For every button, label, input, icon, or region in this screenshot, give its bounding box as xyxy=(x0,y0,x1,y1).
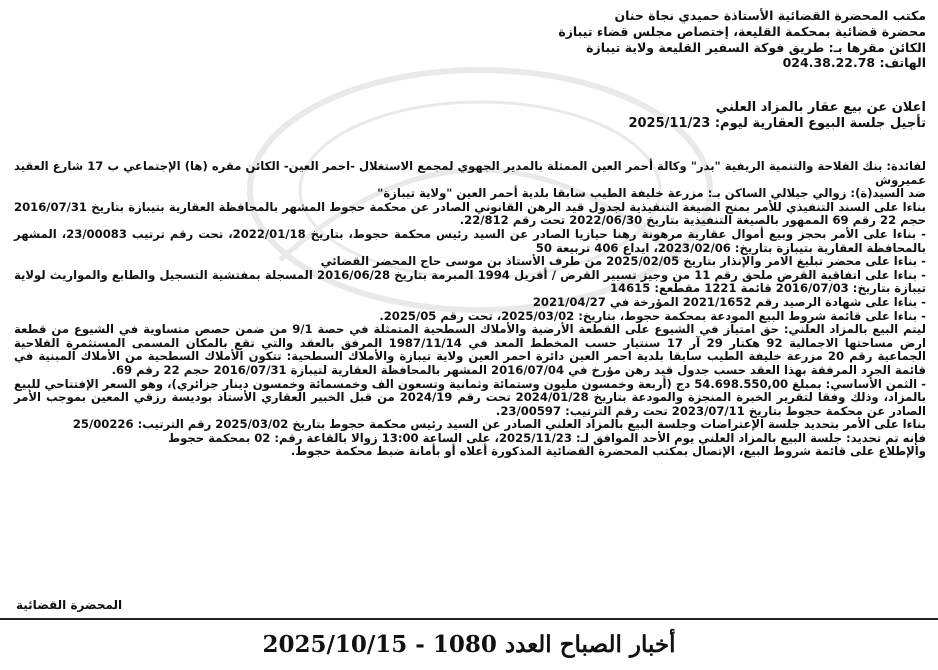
contact-paragraph: والإطلاع على قائمة شروط البيع، الإتصال بمكتب المحضرة القضائية المذكورة أعلاه أو بأمانة ضبط محكمة حجوط. xyxy=(290,444,926,459)
defendant-paragraph: ضد السيد(ة): زوالي جيلالي الساكن بـ: مزرعة خليفة الطيب سابقا بلدية أحمر العين "ولاية تيبازة" xyxy=(377,186,926,201)
hearing-order-paragraph: بناءا على الأمر بتحديد جلسة الإعتراضات وجلسة البيع بالمزاد العلني الصادر عن السيد رئيس محكمة حجوط بتاريخ 2025/03/02 رقم الترتيب: 25/00226 xyxy=(72,417,926,432)
office-name: مكتب المحضرة القضائية الأستاذة حميدي نجاة حنان xyxy=(614,8,926,23)
office-address: الكائن مقرها بـ: طريق فوكة السفير القليعة ولاية تيبازة xyxy=(586,39,926,55)
notice-title: اعلان عن بيع عقار بالمزاد العلني xyxy=(715,100,926,115)
office-header xyxy=(366,8,926,71)
enforcement-title-paragraph: بناءا على السند التنفيذي للأمر بمنح الصيغة التنفيذية لجدول قيد الرهن القانوني الصادر عن محكمة حجوط المشهر بالمحافظة العقارية بتيبازة بتاريخ 2016/07/31 حجم 22 رقم 69 الممهور بالصيغة التنفيذية بتاريخ 2022/06/30 تحت رقم 22/812. xyxy=(14,199,926,228)
base-price-paragraph: - الثمن الأساسي: بمبلغ 54.698.550,00 دج (أربعة وخمسون مليون وستمائة وثمانية وتسعون الف وخمسمائة وخمسون دينار جزائري)، وهو السعر الإفتتاحي للبيع بالمزاد، وذلك وفقا لتقرير الخبرة المنجزة والمودعة بتاريخ 2024/01/28 تحت رقم 2024/19 من قبل الخبير العقاري الأستاذ بوديسة رزقي المعين بموجب الأمر الصادر عن محكمة حجوط بتاريخ 2023/07/11 تحت رقم الترتيب: 23/00597. xyxy=(14,376,926,418)
auction-date-paragraph: فإنه تم تحديد: جلسة البيع بالمزاد العلني يوم الأحد الموافق لـ: 2025/11/23، على الساعة 13:00 زوالا بالقاعة رقم: 02 بمحكمة حجوط xyxy=(168,430,926,445)
footer-divider xyxy=(0,618,938,620)
notice-subtitle: تأجيل جلسة البيوع العقارية ليوم: 2025/11/23 xyxy=(628,116,926,131)
newspaper-footer: أخبار الصباح العدد 1080 - 2025/10/15 xyxy=(262,631,676,658)
sale-conditions-paragraph: - بناءا على قائمة شروط البيع المودعة بمحكمة حجوط، بتاريخ: 2025/03/02، تحت رقم 2025/05. xyxy=(379,308,926,323)
loan-agreement-paragraph: - بناءا على اتفاقية القرض ملحق رقم 11 من وجيز تسيير القرض / أفريل 1994 المبرمة بتاريخ 2016/06/28 المسجلة بمفتشية التسجيل والطابع والمواريث لولاية تيبازة بتاريخ: 2016/07/03 قائمة 1221 مقطعع: 14615 xyxy=(14,267,926,296)
beneficiary-paragraph: لفائدة: بنك الفلاحة والتنمية الريفية "بدر" وكالة أحمر العين الممثلة بالمدير الجهوي لمجمع الاستغلال -احمر العين- الكائن مقره (ها) الإجتماعي ب 17 شارع العقيد عميروش xyxy=(14,159,926,187)
notice-title-block xyxy=(366,100,926,132)
bailiff-signature: المحضرة القضائية xyxy=(16,598,123,612)
seizure-order-paragraph: - بناءا على الأمر بحجز وبيع أموال عقارية مرهونة رهنا حيازيا الصادر عن السيد رئيس محكمة حجوط، بتاريخ 2022/01/18، تحت رقم ترتيب 23/00083، المشهر بالمحافظة العقارية بتيبازة بتاريخ: 2023/02/06، ايداع 406 تربيعة 50 xyxy=(14,226,926,255)
office-jurisdiction: محضرة قضائية بمحكمة القليعة، إختصاص مجلس قضاء تيبازة xyxy=(558,23,926,39)
balance-certificate-paragraph: - بناءا على شهادة الرصيد رقم 2021/1652 المؤرخة في 2021/04/27 xyxy=(532,294,926,309)
notification-paragraph: - بناءا على محضر تبليغ الامر والإنذار بتاريخ 2025/02/05 من طرف الأستاذ بن موسى حاج المحضر القضائي xyxy=(320,254,926,269)
property-description-paragraph: ليتم البيع بالمزاد العلني: حق امتياز في الشيوع على القطعة الأرضية والأملاك السطحية المتمثلة في حصة 9/1 من ضمن حصص متساوية في الشيوع من قطعة ارض مساحتها الاجمالية 92 هكتار 29 آر 17 سنتيار حسب المخطط المعد في 1987/11/14 المرفق بالعقد والتي تقع بالمكان المسمى المستثمرة الفلاحية الجماعية رقم 20 مزرعة خليفة الطيب سابقا بلدية احمر العين دائرة احمر العين ولاية تيبازة والأملاك السطحية: تتكون الأملاك السطحية من الأملاك المبنية في قائمة الجرد المرفقة بهذا العقد حسب جدول قيد رهن مؤرخ في 2016/07/04 المشهر بالمحافظة العقارية لتيبازة 2016/07/31 حجم 22 رقم 69. xyxy=(14,322,926,377)
office-phone: الهاتف: 024.38.22.78 xyxy=(782,55,926,71)
notice-body xyxy=(14,160,926,459)
